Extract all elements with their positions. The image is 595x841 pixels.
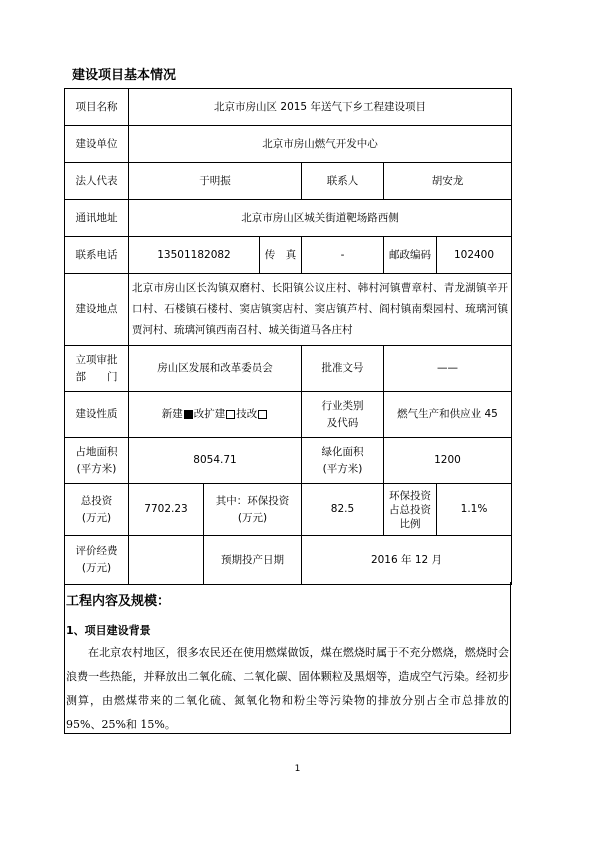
label-eval-line1: 评价经费 <box>75 545 118 557</box>
label-env-line1: 其中：环保投资 <box>215 494 290 507</box>
value-site: 北京市房山区长沟镇双磨村、长阳镇公议庄村、韩村河镇曹章村、青龙湖镇辛开口村、石楼镇石楼村、窦店镇窦店村、窦店镇芦村、阎村镇南梨园村、琉璃河镇贾河村、琉璃河镇西南召村、城关街道马各庄村 <box>129 274 512 346</box>
label-eval <box>65 536 129 585</box>
label-fax: 传 真 <box>260 237 302 274</box>
label-env-investment <box>204 484 302 536</box>
row-investment <box>65 484 512 536</box>
page-number: 1 <box>294 764 301 774</box>
row-approval <box>65 346 512 392</box>
label-investment-line1: 总投资 <box>80 494 113 507</box>
value-fax: - <box>302 237 384 274</box>
label-ratio-line3: 比例 <box>399 517 421 530</box>
option-new-label: 新建 <box>161 408 183 420</box>
value-area: 8054.71 <box>129 438 302 484</box>
label-industry-line1: 行业类别 <box>321 399 364 412</box>
label-area <box>65 438 129 484</box>
value-address: 北京市房山区城关街道靶场路西侧 <box>129 200 512 237</box>
label-site: 建设地点 <box>65 274 129 346</box>
value-nature <box>129 392 302 438</box>
row-nature <box>65 392 512 438</box>
label-approval-line2: 部 门 <box>75 370 118 383</box>
label-legal: 法人代表 <box>65 163 129 200</box>
value-zip: 102400 <box>437 237 512 274</box>
page-heading: 建设项目基本情况 <box>72 68 177 83</box>
value-project-name: 北京市房山区 2015 年送气下乡工程建设项目 <box>129 89 512 126</box>
label-green-line1: 绿化面积 <box>321 445 364 458</box>
row-project-name <box>65 89 512 126</box>
label-area-line2: (平方米) <box>76 462 117 475</box>
checkbox-new-checked[interactable] <box>184 410 193 419</box>
option-tech-label: 技改 <box>236 408 258 420</box>
label-investment <box>65 484 129 536</box>
value-env-investment: 82.5 <box>302 484 384 536</box>
value-approval: 房山区发展和改革委员会 <box>129 346 302 392</box>
label-contact: 联系人 <box>302 163 384 200</box>
value-eval <box>129 536 204 585</box>
value-builder: 北京市房山燃气开发中心 <box>129 126 512 163</box>
label-area-line1: 占地面积 <box>75 445 118 458</box>
background-paragraph: 在北京农村地区，很多农民还在使用燃煤做饭，煤在燃烧时属于不充分燃烧，燃烧时会浪费一些热能，并释放出二氧化硫、二氧化碳、固体颗粒及黑烟等，造成空气污染。经初步测算，由燃煤带来的二氧化硫、氮氧化物和粉尘等污染物的排放分别占全市总排放的 95%、25%和 15%。 <box>66 646 509 731</box>
value-investment: 7702.23 <box>129 484 204 536</box>
label-ratio-line2: 占总投资 <box>389 503 431 516</box>
label-nature: 建设性质 <box>65 392 129 438</box>
value-date: 2016 年 12 月 <box>302 536 512 585</box>
label-industry <box>302 392 384 438</box>
project-info-table <box>64 88 512 585</box>
label-approval <box>65 346 129 392</box>
label-ratio-line1: 环保投资 <box>389 489 431 502</box>
value-env-ratio: 1.1% <box>437 484 512 536</box>
label-approval-line1: 立项审批 <box>75 353 118 366</box>
row-site <box>65 274 512 346</box>
label-investment-line2: (万元) <box>81 511 112 524</box>
label-industry-line2: 及代码 <box>326 416 359 429</box>
row-builder <box>65 126 512 163</box>
checkbox-tech[interactable] <box>258 410 267 419</box>
section-subtitle: 1、项目建设背景 <box>66 624 151 637</box>
label-env-ratio <box>384 484 437 536</box>
label-zip: 邮政编码 <box>384 237 437 274</box>
row-legal <box>65 163 512 200</box>
label-project-name: 项目名称 <box>65 89 129 126</box>
label-address: 通讯地址 <box>65 200 129 237</box>
value-green-area: 1200 <box>384 438 512 484</box>
value-industry: 燃气生产和供应业 45 <box>384 392 512 438</box>
label-green-line2: (平方米) <box>322 462 363 475</box>
label-env-line2: (万元) <box>237 511 268 524</box>
value-phone: 13501182082 <box>129 237 260 274</box>
option-expand-label: 改扩建 <box>193 408 226 420</box>
row-eval <box>65 536 512 585</box>
row-area <box>65 438 512 484</box>
value-doc-number: —— <box>384 346 512 392</box>
label-date: 预期投产日期 <box>204 536 302 585</box>
label-doc-number: 批准文号 <box>302 346 384 392</box>
value-legal: 于明振 <box>129 163 302 200</box>
label-builder: 建设单位 <box>65 126 129 163</box>
label-eval-line2: (万元) <box>81 562 112 574</box>
row-phone <box>65 237 512 274</box>
label-phone: 联系电话 <box>65 237 129 274</box>
value-contact: 胡安龙 <box>384 163 512 200</box>
checkbox-expand[interactable] <box>226 410 235 419</box>
label-green-area <box>302 438 384 484</box>
section-title: 工程内容及规模： <box>66 594 171 609</box>
row-address <box>65 200 512 237</box>
